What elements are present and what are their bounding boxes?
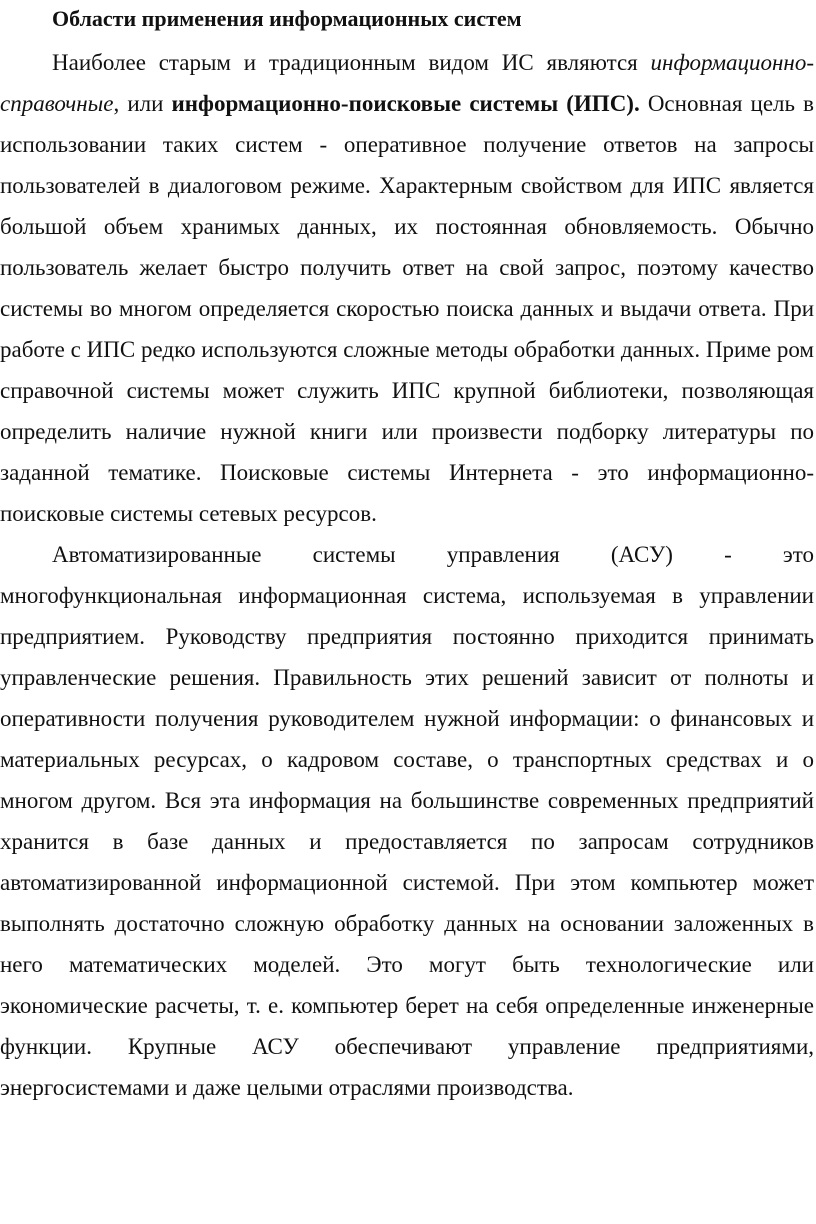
paragraph-ips-mid: , или xyxy=(113,91,172,116)
paragraph-ips-rest: Основная цель в использовании таких систем - оперативное получение ответов на запросы пользователей в диалоговом режиме. Характерным свойством для ИПС является большой объем хранимых данных, их постоянная обновляемость. Обычно пользователь желает быстро получить ответ на свой запрос, поэтому качество системы во многом определяется скоростью поиска данных и выдачи ответа. При работе с ИПС редко используются сложные методы обработки данных. Приме ром справочной системы может служить ИПС крупной библиотеки, позволяющая определить наличие нужной книги или произвести подборку литературы по заданной тематике. Поисковые системы Интернета - это информационно-поисковые системы сетевых ресурсов. xyxy=(0,91,814,526)
bold-term: информационно-поисковые системы (ИПС). xyxy=(171,91,640,116)
paragraph-ips-start: Наиболее старым и традиционным видом ИС являются xyxy=(52,50,651,75)
paragraph-asu: Автоматизированные системы управления (АСУ) - это многофункциональная информационная система, используемая в управлении предприятием. Руководству предприятия постоянно приходится принимать управленческие решения. Правильность этих решений зависит от полноты и оперативности получения руководителем нужной информации: о финансовых и материальных ресурсах, о кадровом составе, о транспортных средствах и о многом другом. Вся эта информация на большинстве современных предприятий хранится в базе данных и предоставляется по запросам сотрудников автоматизированной информационной системой. При этом компьютер может выполнять достаточно сложную обработку данных на основании заложенных в него математических моделей. Это могут быть технологические или экономические расчеты, т. е. компьютер берет на себя определенные инженерные функции. Крупные АСУ обеспечивают управление предприятиями, энергосистемами и даже целыми отраслями производства. xyxy=(0,542,814,1100)
italic-term: информационно-справочные xyxy=(0,50,814,116)
paragraph-ips xyxy=(0,42,816,534)
section-heading: Области применения информационных систем xyxy=(52,6,522,31)
